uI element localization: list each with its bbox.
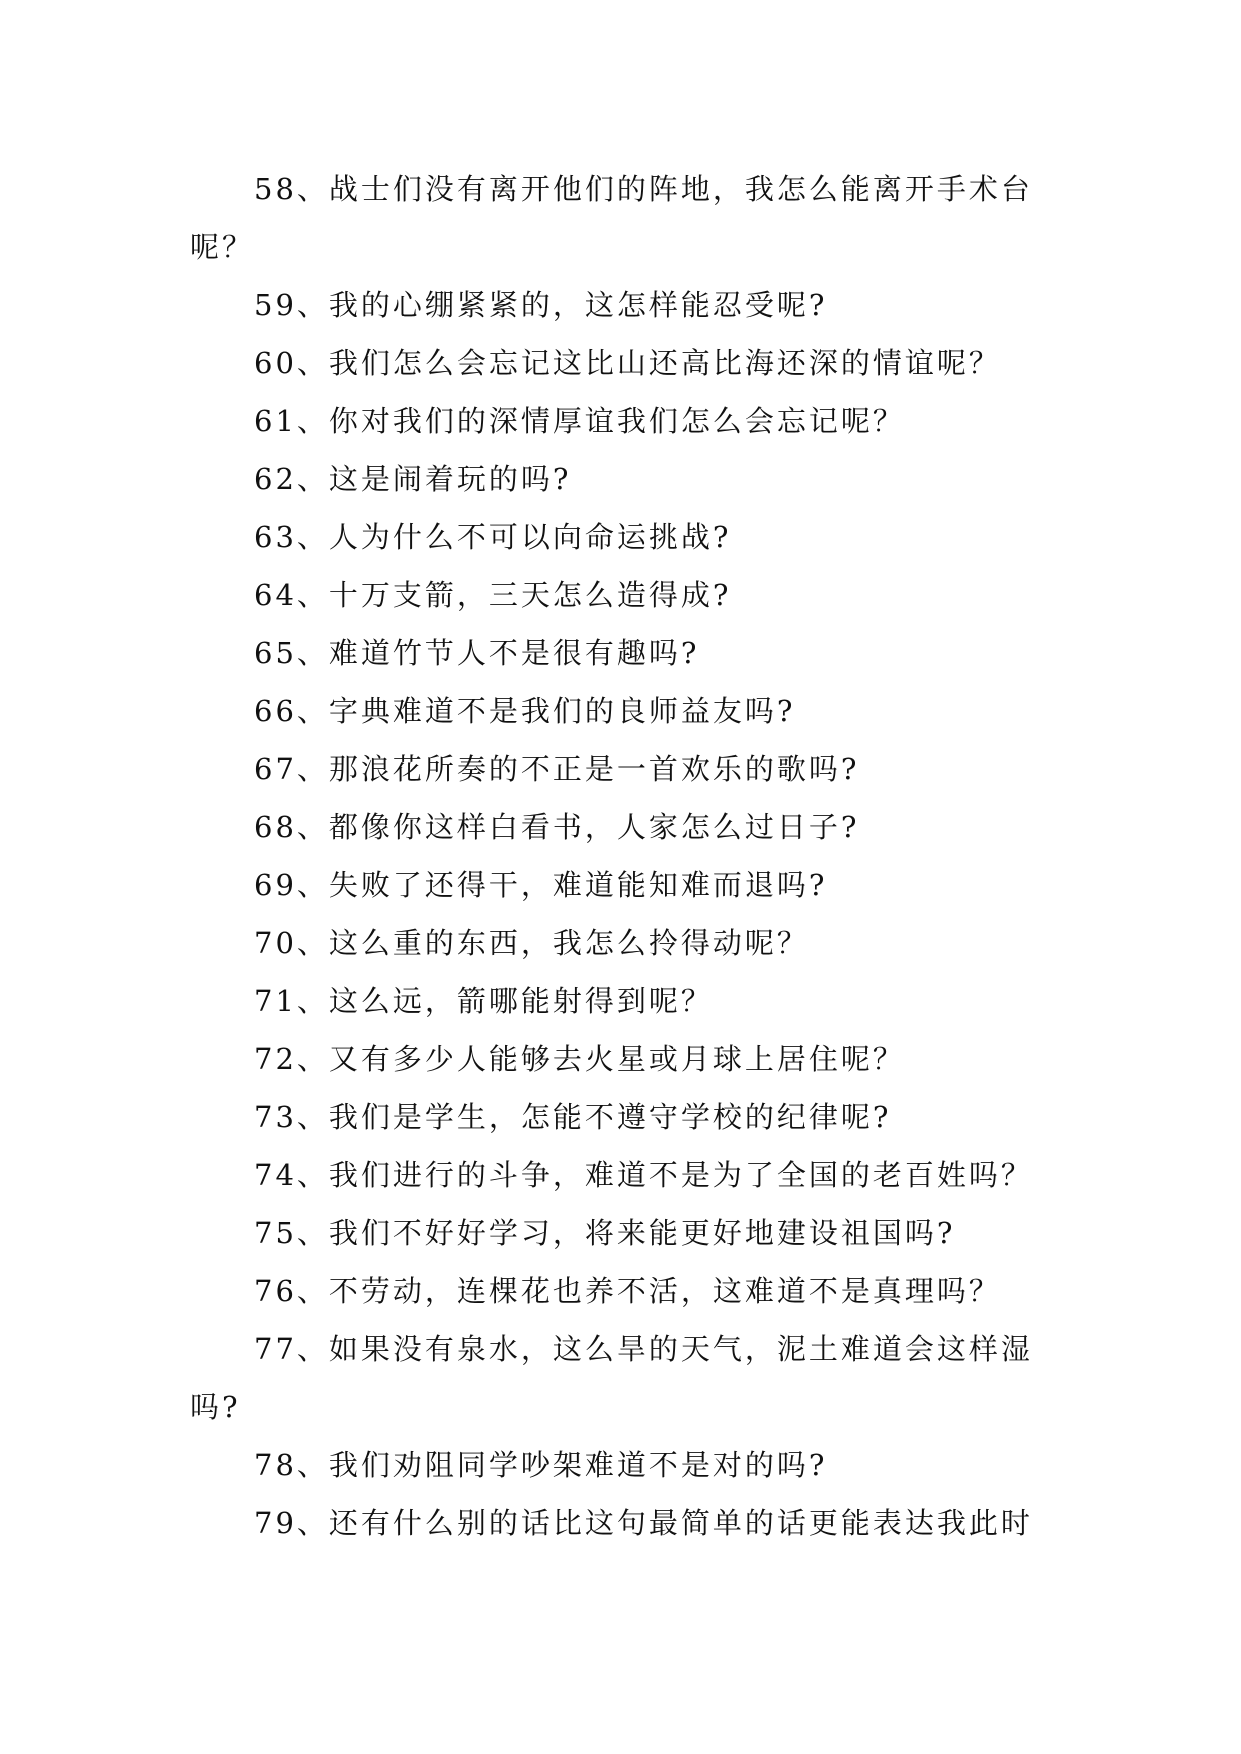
list-item: 78、我们劝阻同学吵架难道不是对的吗? [254, 1448, 828, 1482]
list-item: 71、这么远，箭哪能射得到呢？ [254, 984, 713, 1018]
list-item: 69、失败了还得干，难道能知难而退吗? [254, 868, 828, 902]
list-item: 67、那浪花所奏的不正是一首欢乐的歌吗? [254, 752, 860, 786]
list-item: 63、人为什么不可以向命运挑战? [254, 520, 732, 554]
list-item: 66、字典难道不是我们的良师益友吗? [254, 694, 796, 728]
list-item: 79、还有什么别的话比这句最简单的话更能表达我此时 [254, 1506, 1033, 1540]
list-item: 65、难道竹节人不是很有趣吗? [254, 636, 700, 670]
list-item: 61、你对我们的深情厚谊我们怎么会忘记呢？ [254, 404, 905, 438]
list-item: 70、这么重的东西，我怎么拎得动呢？ [254, 926, 809, 960]
list-item: 58、战士们没有离开他们的阵地，我怎么能离开手术台呢？ [190, 172, 1033, 264]
list-item: 74、我们进行的斗争，难道不是为了全国的老百姓吗？ [254, 1158, 1033, 1192]
list-item: 59、我的心绷紧紧的，这怎样能忍受呢? [254, 288, 828, 322]
list-item: 73、我们是学生，怎能不遵守学校的纪律呢? [254, 1100, 892, 1134]
list-item: 72、又有多少人能够去火星或月球上居住呢？ [254, 1042, 905, 1076]
list-item: 62、这是闹着玩的吗? [254, 462, 572, 496]
list-item: 77、如果没有泉水，这么旱的天气，泥土难道会这样湿吗? [190, 1332, 1033, 1424]
document-body [190, 160, 1050, 1552]
list-item: 76、不劳动，连棵花也养不活，这难道不是真理吗？ [254, 1274, 1001, 1308]
list-item: 75、我们不好好学习，将来能更好地建设祖国吗? [254, 1216, 956, 1250]
list-item: 68、都像你这样白看书，人家怎么过日子? [254, 810, 860, 844]
list-item: 64、十万支箭，三天怎么造得成? [254, 578, 732, 612]
list-item: 60、我们怎么会忘记这比山还高比海还深的情谊呢？ [254, 346, 1001, 380]
